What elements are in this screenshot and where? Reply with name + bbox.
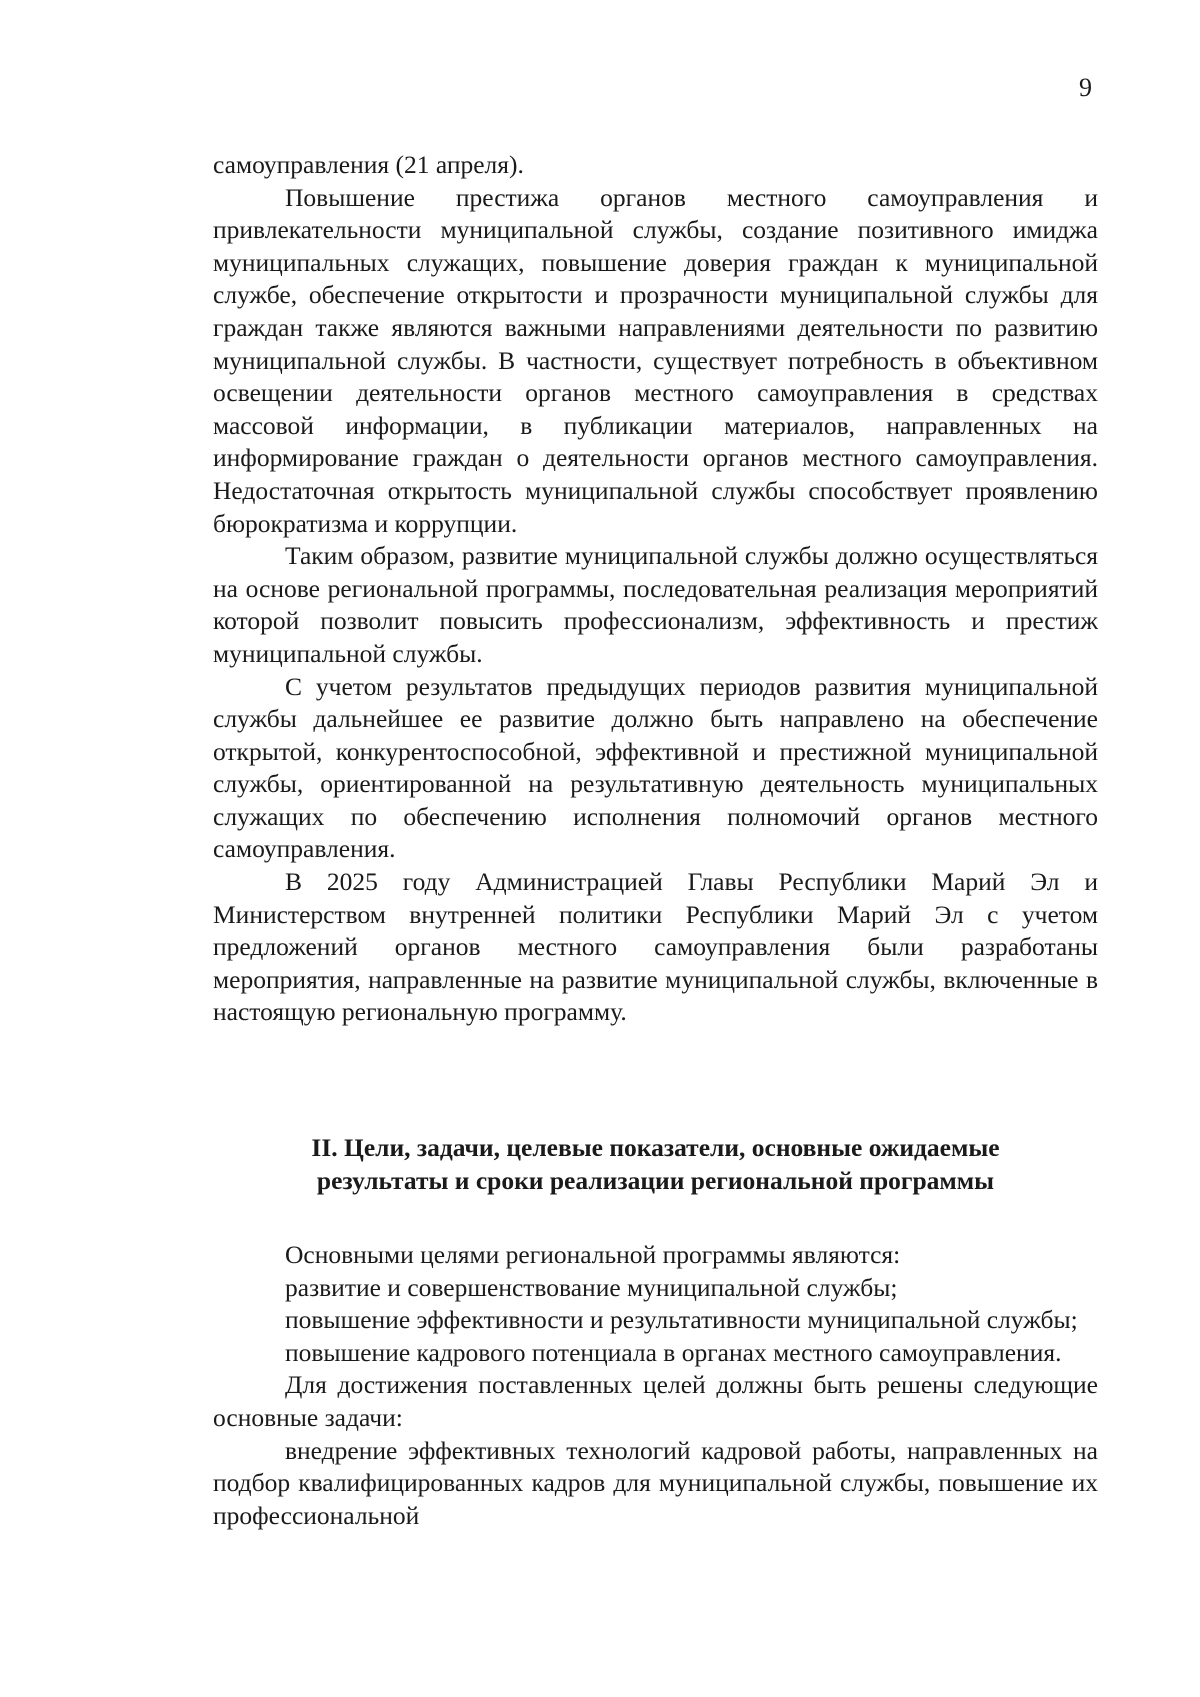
page-number: 9: [1079, 73, 1092, 102]
paragraph-tasks-intro: Для достижения поставленных целей должны быть решены следующие основные задачи:: [213, 1370, 1098, 1432]
section-heading-line-1: II. Цели, задачи, целевые показатели, основные ожидаемые: [311, 1133, 1000, 1162]
body-text-section-2: [213, 1239, 1098, 1532]
paragraph-prestige: Повышение престижа органов местного самоуправления и привлекательности муниципальной службы, создание позитивного имиджа муниципальных служащих, повышение доверия граждан к муниципальной службе, обеспечение открытости и прозрачности муниципальной службы для граждан также являются важными направлениями деятельности по развитию муниципальной службы. В частности, существует потребность в объективном освещении деятельности органов местного самоуправления в средствах массовой информации, в публикации материалов, направленных на информирование граждан о деятельности органов местного самоуправления. Недостаточная открытость муниципальной службы способствует проявлению бюрократизма и коррупции.: [213, 182, 1098, 538]
paragraph-goal-development: развитие и совершенствование муниципальной службы;: [285, 1272, 898, 1302]
body-text-section-1: [213, 149, 1098, 1029]
paragraph-goal-personnel: повышение кадрового потенциала в органах местного самоуправления.: [285, 1337, 1062, 1367]
paragraph-goal-efficiency: повышение эффективности и результативности муниципальной службы;: [285, 1305, 1078, 1335]
paragraph-2025-measures: В 2025 году Администрацией Главы Республики Марий Эл и Министерством внутренней политики Республики Марий Эл с учетом предложений органов местного самоуправления были разработаны мероприятия, направленные на развитие муниципальной службы, включенные в настоящую региональную программу.: [213, 867, 1098, 1027]
paragraph-continuation: самоуправления (21 апреля).: [213, 150, 524, 179]
paragraph-goals-intro: Основными целями региональной программы являются:: [285, 1240, 901, 1269]
section-heading-line-2: результаты и сроки реализации региональной программы: [316, 1166, 995, 1195]
paragraph-regional-program: Таким образом, развитие муниципальной службы должно осуществляться на основе региональной программы, последовательная реализация мероприятий которой позволит повысить профессионализм, эффективность и престиж муниципальной службы.: [213, 541, 1098, 668]
paragraph-task-hr-technologies: внедрение эффективных технологий кадровой работы, направленных на подбор квалифицированных кадров для муниципальной службы, повышение их профессиональной: [213, 1435, 1098, 1530]
paragraph-previous-periods: С учетом результатов предыдущих периодов развития муниципальной службы дальнейшее ее развитие должно быть направлено на обеспечение открытой, конкурентоспособной, эффективной и престижной муниципальной службы, ориентированной на результативную деятельность муниципальных служащих по обеспечению исполнения полномочий органов местного самоуправления.: [213, 671, 1098, 864]
section-heading: [213, 1131, 1098, 1197]
